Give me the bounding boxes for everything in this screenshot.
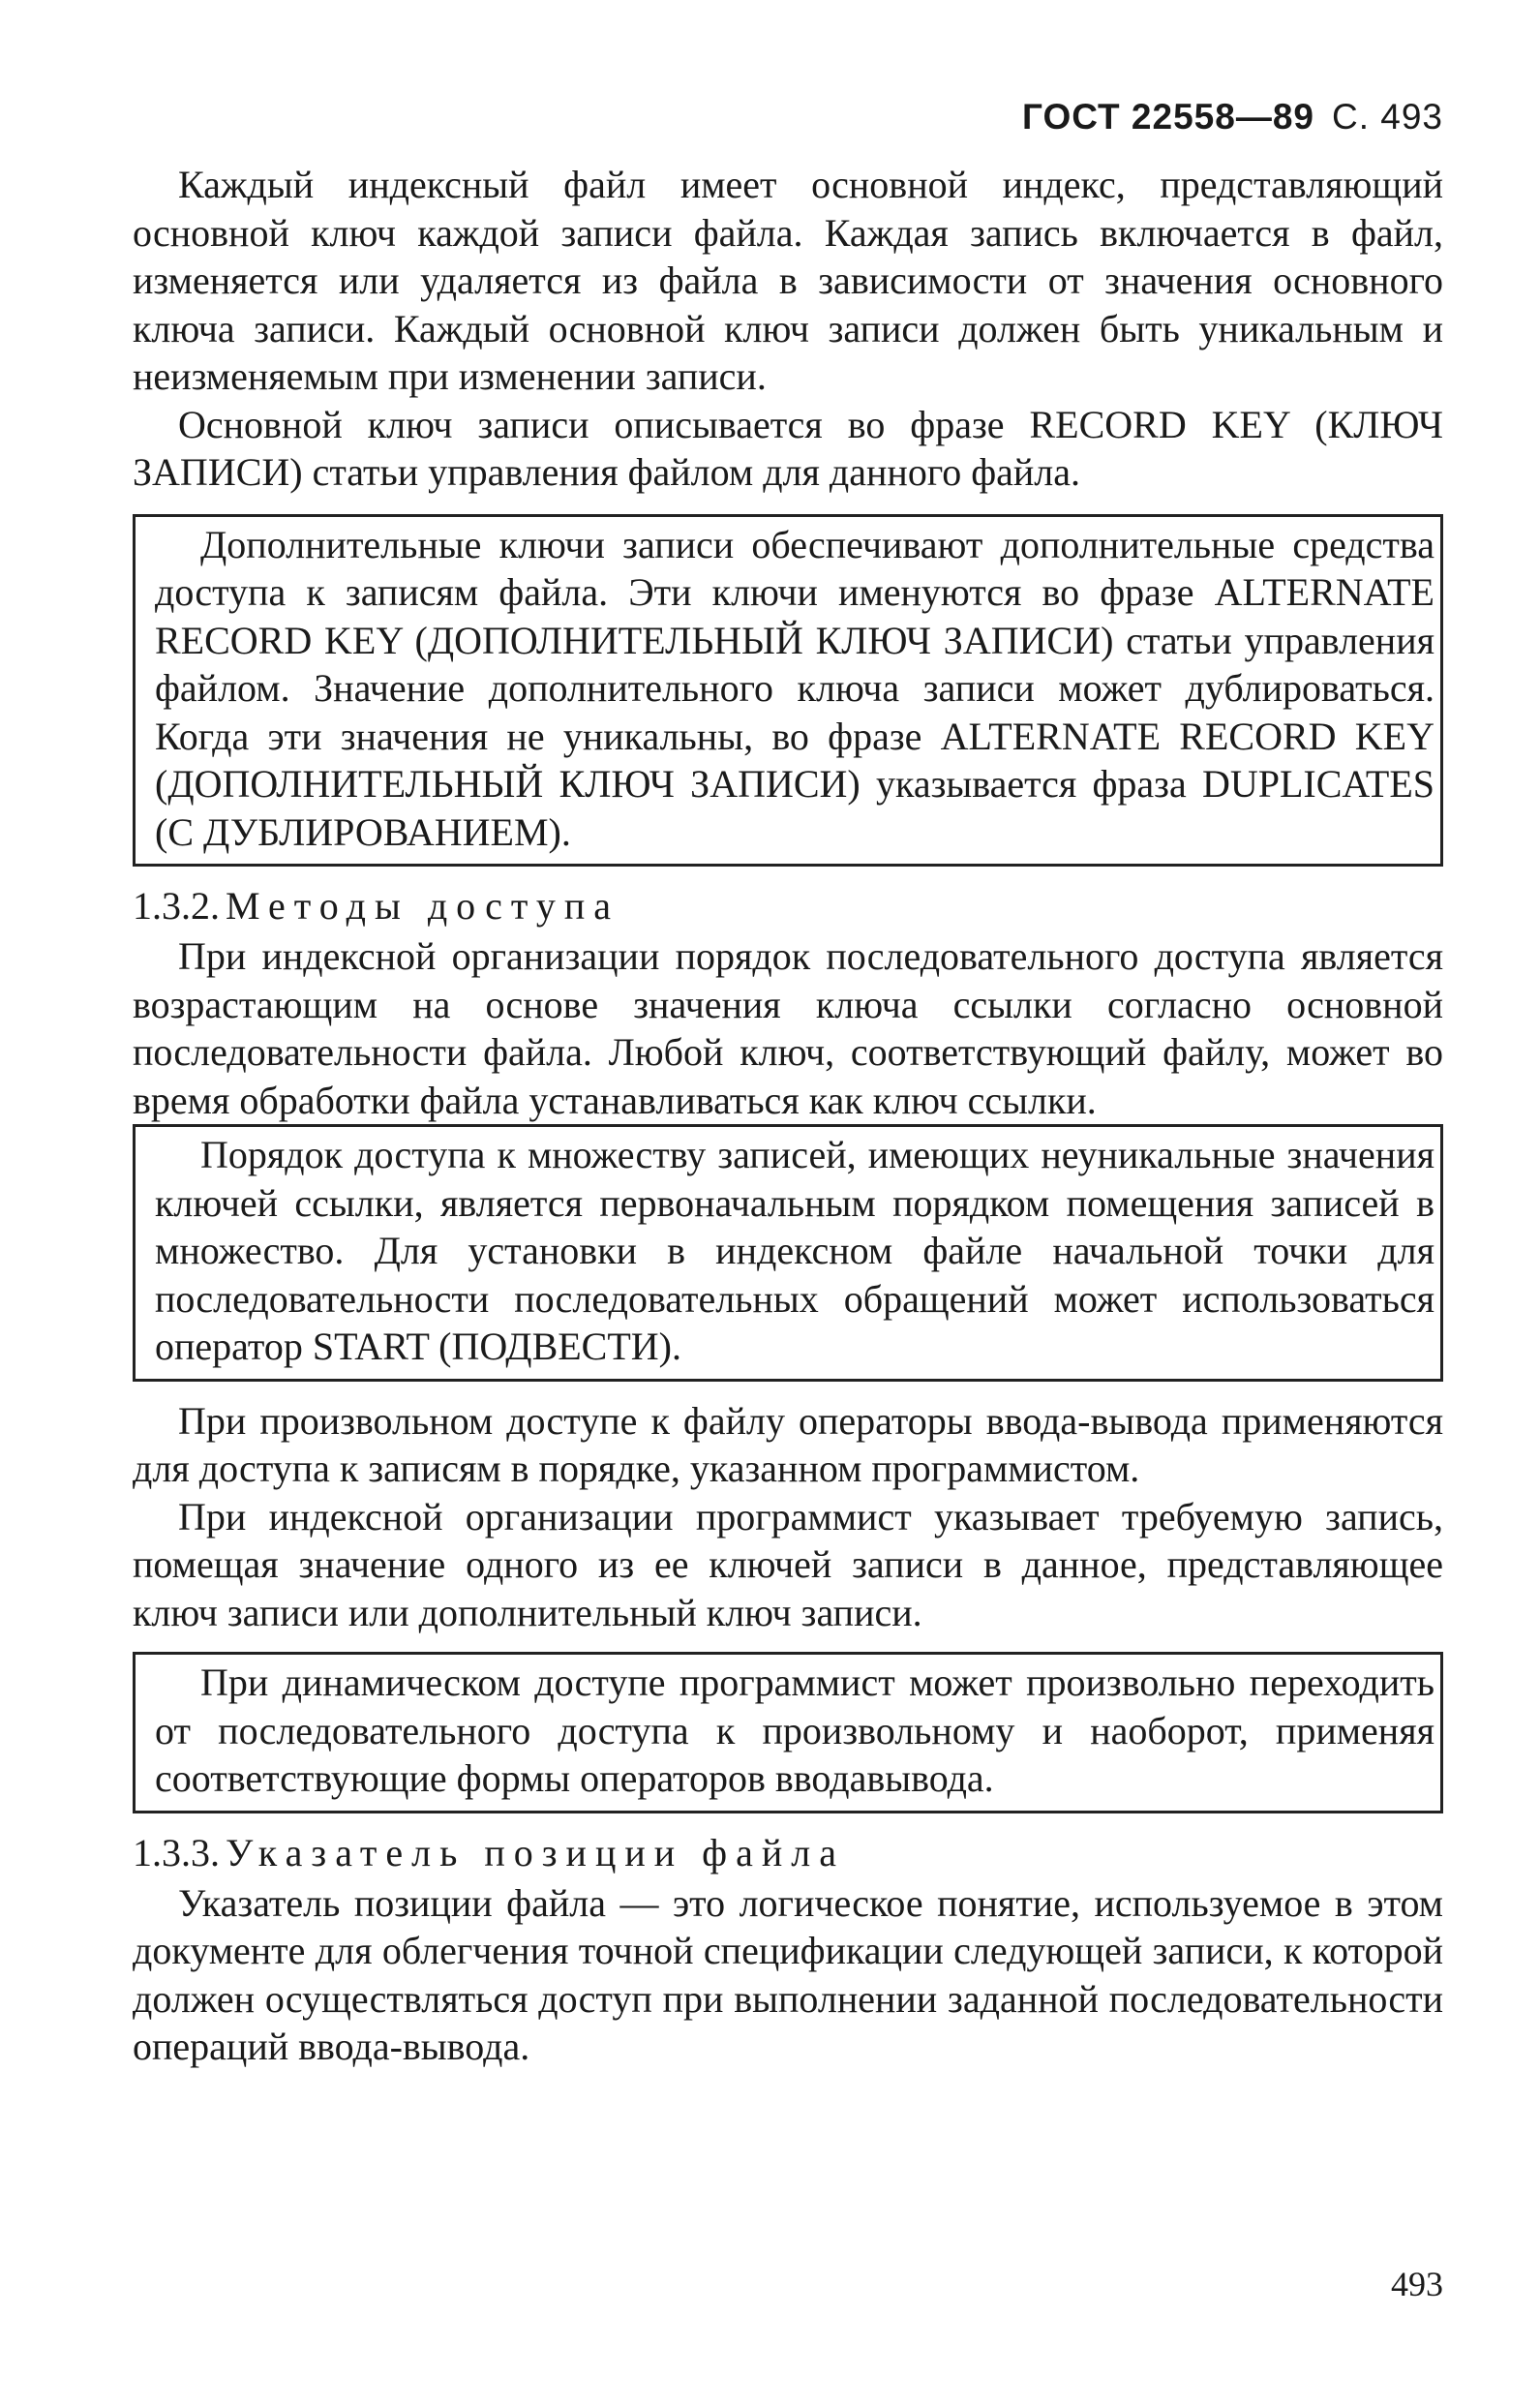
document-page [133,97,1443,2071]
paragraph-indexed-key: При индексной организации программист указывает требуемую запись, помещая значение одного из ее ключей записи в данное, представляющее ключ записи или дополнительный ключ записи. [133,1494,1443,1634]
section-title: Методы доступа [226,884,620,928]
boxed-note-access-order [133,1124,1443,1382]
boxed-text-alternate-keys: Дополнительные ключи записи обеспечивают дополнительные средства доступа к записям файла. Эти ключи именуются во фразе ALTERNATE RECORD KEY (ДОПОЛНИТЕЛЬНЫЙ КЛЮЧ ЗАПИСИ) статьи управления файлом. Значение дополнительного ключа записи может дублироваться. Когда эти значения не уникальны, во фразе ALTERNATE RECORD KEY (ДОПОЛНИТЕЛЬНЫЙ КЛЮЧ ЗАПИСИ) указывается фраза DUPLICATES (С ДУБЛИРОВАНИЕМ). [155,522,1434,854]
paragraph-random-access: При произвольном доступе к файлу операторы ввода-вывода применяются для доступа к записям в порядке, указанном программистом. [133,1398,1443,1490]
paragraph-sequential-access: При индексной организации порядок последовательного доступа является возрастающим на основе значения ключа ссылки согласно основной последовательности файла. Любой ключ, соответствующий файлу, может во время обработки файла устанавливаться как ключ ссылки. [133,934,1443,1122]
boxed-note-alternate-keys [133,514,1443,868]
section-title: Указатель позиции файла [226,1830,845,1874]
boxed-note-dynamic-access [133,1652,1443,1813]
section-heading-file-position [133,1829,1443,1877]
page-number: 493 [1391,2265,1443,2303]
boxed-text-access-order: Порядок доступа к множеству записей, имеющих неуникальные значения ключей ссылки, является первоначальным порядком помещения записей в множество. Для установки в индексном файле начальной точки для последовательности последовательных обращений может использоваться оператор START (ПОДВЕСТИ). [155,1133,1434,1368]
header-page-label: С. 493 [1331,97,1443,137]
boxed-text-dynamic-access: При динамическом доступе программист может произвольно переходить от последовательного доступа к произвольному и наоборот, применяя соответствующие формы операторов вводавывода. [155,1661,1434,1800]
paragraph-file-position-indicator: Указатель позиции файла — это логическое понятие, используемое в этом документе для облегчения точной спецификации следующей записи, к которой должен осуществляться доступ при выполнении заданной последовательности операций ввода-вывода. [133,1880,1443,2068]
section-number: 1.3.2. [133,884,220,928]
section-number: 1.3.3. [133,1830,220,1874]
page-header [133,97,1443,137]
standard-id: ГОСТ 22558—89 [1021,97,1314,137]
paragraph-primary-index: Каждый индексный файл имеет основной индекс, представляющий основной ключ каждой записи файла. Каждая запись включается в файл, изменяется или удаляется из файла в зависимости от значения основного ключа записи. Каждый основной ключ записи должен быть уникальным и неизменяемым при изменении записи. [133,163,1443,398]
paragraph-record-key: Основной ключ записи описывается во фразе RECORD KEY (КЛЮЧ ЗАПИСИ) статьи управления файлом для данного файла. [133,402,1443,494]
section-heading-access-methods [133,882,1443,930]
